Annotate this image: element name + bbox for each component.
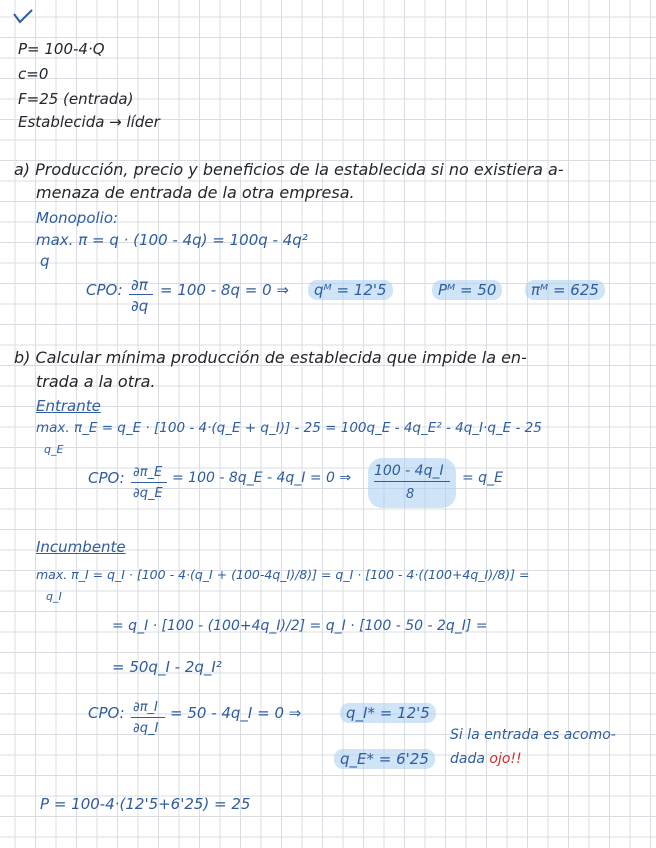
cpo-e-frac-bar <box>131 482 167 483</box>
entrant-max-sub: q_E <box>44 443 64 456</box>
incumbent-label: Incumbente <box>36 538 126 556</box>
established-leader: Establecida → líder <box>18 113 160 131</box>
cpo-a-frac-den: ∂q <box>131 297 149 315</box>
incumbent-max-line1: max. π_I = q_I · [100 - 4·(q_I + (100-4q_I)/8)] = q_I · [100 - 4·((100+4q_I)/8)] = <box>36 567 530 582</box>
cpo-i-frac-den: ∂q_I <box>133 721 159 736</box>
part-b-title-line2: trada a la otra. <box>36 372 156 391</box>
note-warning: ojo!! <box>489 751 522 767</box>
note-line1: Si la entrada es acomo- <box>450 727 616 743</box>
monopoly-quantity: qᴹ = 12'5 <box>308 280 393 300</box>
entry-cost: F=25 (entrada) <box>18 90 134 108</box>
monopoly-max: max. π = q · (100 - 4q) = 100q - 4q² <box>36 231 308 249</box>
incumbent-max-sub: q_I <box>46 590 62 603</box>
incumbent-max-line3: = 50q_I - 2q_I² <box>112 658 222 676</box>
entrant-reaction-num: 100 - 4q_I <box>374 463 444 479</box>
entrant-reaction-tail: = q_E <box>462 470 503 486</box>
demand-equation: P= 100-4·Q <box>18 40 105 58</box>
cpo-a-label: CPO: <box>86 281 123 299</box>
cpo-i-equation: = 50 - 4q_I = 0 ⇒ <box>170 704 302 722</box>
cpo-i-frac-num: ∂π_I <box>133 700 158 715</box>
entrant-reaction-bar <box>374 481 450 482</box>
entrant-label: Entrante <box>36 397 101 415</box>
monopoly-profit: πᴹ = 625 <box>525 280 605 300</box>
entrant-max: max. π_E = q_E · [100 - 4·(q_E + q_I)] - 25 = 100q_E - 4q_E² - 4q_I·q_E - 25 <box>36 420 542 436</box>
cpo-i-frac-bar <box>131 717 165 718</box>
incumbent-max-line2: = q_I · [100 - (100+4q_I)/2] = q_I · [100 - 50 - 2q_I] = <box>112 618 488 634</box>
check-mark-icon <box>12 8 34 26</box>
monopoly-price: Pᴹ = 50 <box>432 280 502 300</box>
cost-equation: c=0 <box>18 65 49 83</box>
entrant-reaction-den: 8 <box>406 487 415 502</box>
cpo-e-frac-num: ∂π_E <box>133 465 163 480</box>
entrant-optimal-quantity: q_E* = 6'25 <box>334 749 435 769</box>
cpo-i-label: CPO: <box>88 704 125 722</box>
note-line2-text: dada <box>450 751 485 767</box>
incumbent-optimal-quantity: q_I* = 12'5 <box>340 703 436 723</box>
part-a-title-line1: a) Producción, precio y beneficios de la establecida si no existiera a- <box>14 160 564 179</box>
cpo-a-frac-num: ∂π <box>131 276 148 294</box>
note-line2 <box>450 750 522 768</box>
monopoly-label: Monopolio: <box>36 209 119 227</box>
cpo-e-frac-den: ∂q_E <box>133 486 163 501</box>
part-a-title-line2: menaza de entrada de la otra empresa. <box>36 183 355 202</box>
cpo-a-frac-bar <box>129 294 153 295</box>
cpo-a-equation: = 100 - 8q = 0 ⇒ <box>160 281 289 299</box>
monopoly-max-sub: q <box>40 252 50 270</box>
final-price: P = 100-4·(12'5+6'25) = 25 <box>40 795 251 813</box>
part-b-title-line1: b) Calcular mínima producción de establecida que impide la en- <box>14 348 527 367</box>
cpo-e-equation: = 100 - 8q_E - 4q_I = 0 ⇒ <box>172 470 352 486</box>
cpo-e-label: CPO: <box>88 469 125 487</box>
